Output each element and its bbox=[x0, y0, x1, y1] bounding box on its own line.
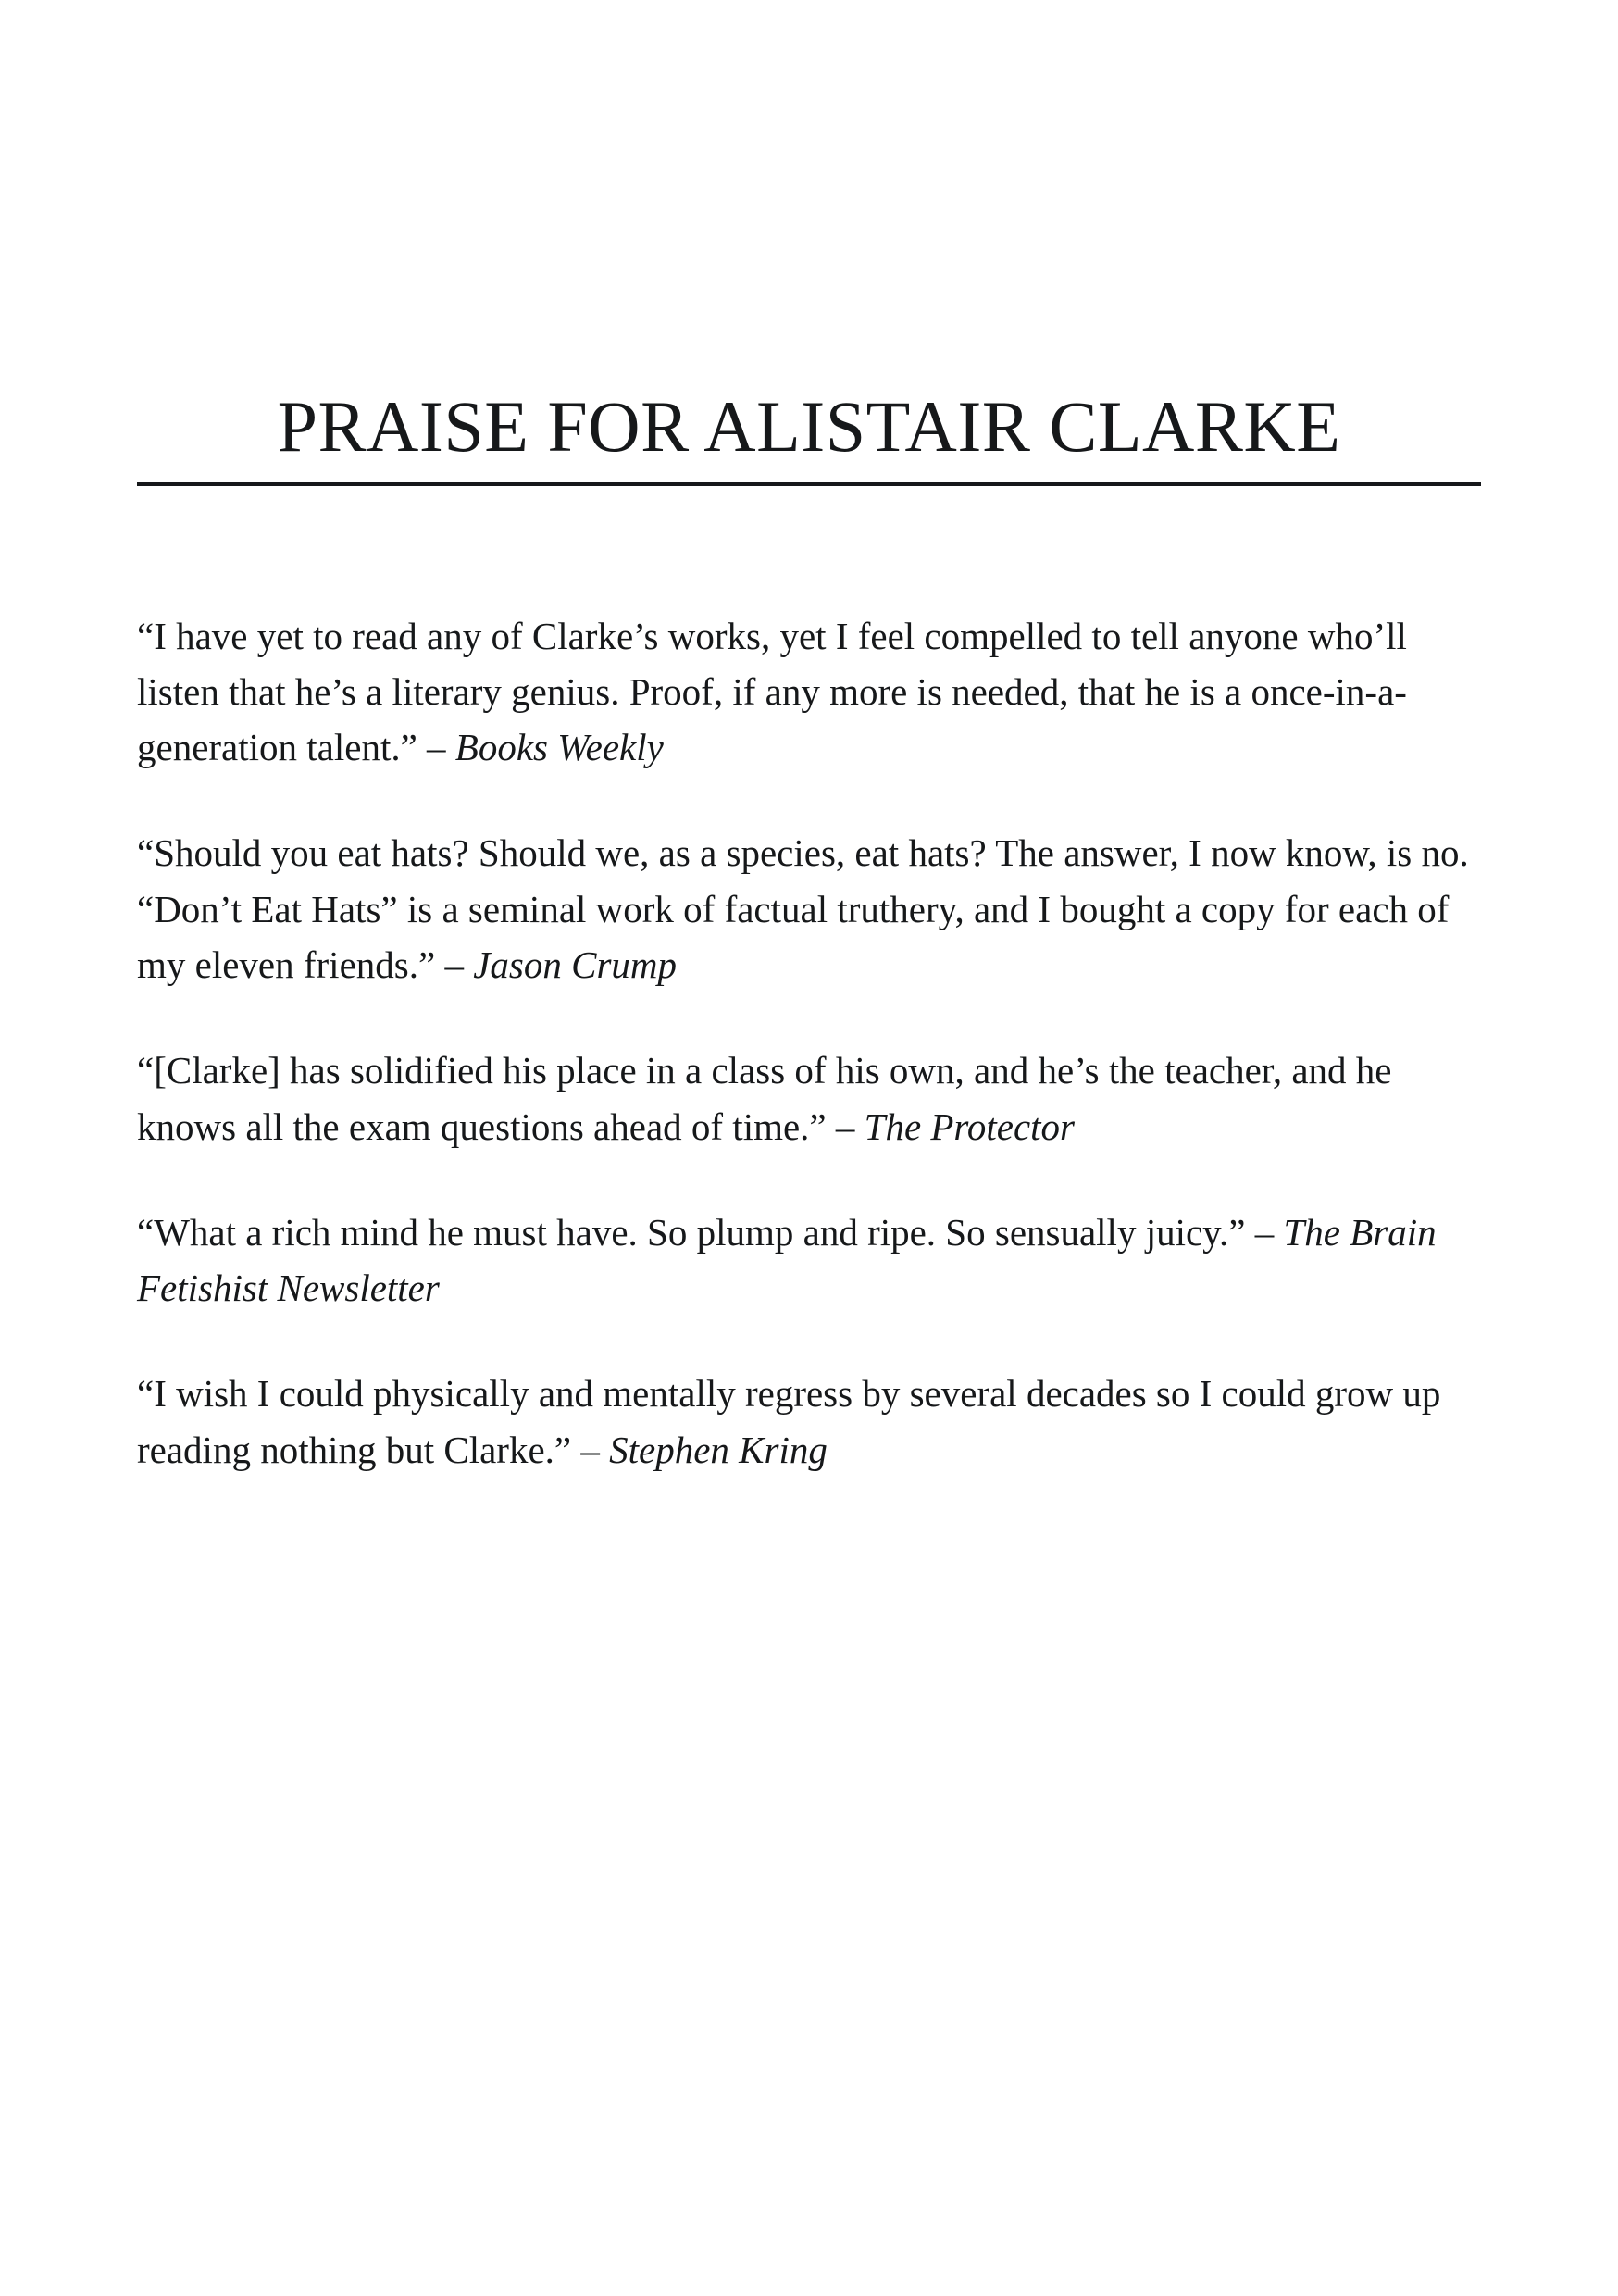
quote-source: Books Weekly bbox=[454, 726, 664, 769]
praise-quote bbox=[137, 825, 1470, 992]
quote-text: “Should you eat hats? Should we, as a species, eat hats? The answer, I now know, is no. “Don’t Eat Hats” is a seminal work of factual truthery, and I bought a copy for each of my eleven friends.” bbox=[137, 831, 1469, 986]
quote-dash: – bbox=[1245, 1210, 1284, 1254]
quote-source: The Brain Fetishist Newsletter bbox=[137, 1210, 1437, 1310]
praise-quote bbox=[137, 608, 1470, 776]
quote-dash: – bbox=[571, 1428, 610, 1471]
praise-quote bbox=[137, 1204, 1470, 1316]
quote-source: Stephen Kring bbox=[609, 1428, 828, 1471]
quote-dash: – bbox=[435, 943, 474, 986]
quote-text: “I have yet to read any of Clarke’s works, yet I feel compelled to tell anyone who’ll listen that he’s a literary genius. Proof, if any more is needed, that he is a once-in-a-generation talent.” bbox=[137, 614, 1407, 769]
quote-source: Jason Crump bbox=[473, 943, 678, 986]
title-divider bbox=[137, 482, 1481, 486]
page-content bbox=[137, 386, 1481, 1478]
quote-text: “[Clarke] has solidified his place in a class of his own, and he’s the teacher, and he knows all the exam questions ahead of time.” bbox=[137, 1049, 1392, 1148]
page-title: PRAISE FOR ALISTAIR CLARKE bbox=[277, 386, 1341, 467]
praise-quote bbox=[137, 1366, 1470, 1478]
praise-quote bbox=[137, 1042, 1470, 1154]
quote-dash: – bbox=[826, 1104, 865, 1148]
quote-dash: – bbox=[417, 726, 455, 769]
quote-text: “I wish I could physically and mentally regress by several decades so I could grow up reading nothing but Clarke.” bbox=[137, 1372, 1441, 1471]
quote-source: The Protector bbox=[864, 1104, 1076, 1148]
quote-text: “What a rich mind he must have. So plump and ripe. So sensually juicy.” bbox=[137, 1210, 1246, 1254]
praise-quote-list bbox=[137, 608, 1481, 1478]
